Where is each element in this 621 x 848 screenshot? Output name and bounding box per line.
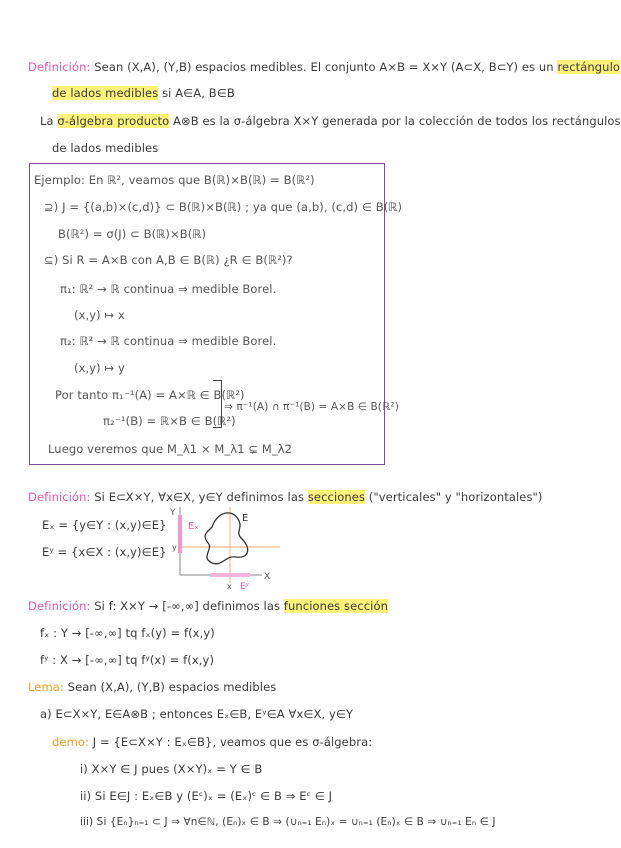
lema-line3: [52, 735, 372, 749]
def3-highlight: funciones sección: [283, 599, 388, 613]
def1-cond: si A∈A, B∈B: [162, 86, 235, 100]
def2-highlight: secciones: [307, 490, 366, 504]
lema-line4: i) X×Y ∈ J pues (X×Y)ₓ = Y ∈ B: [80, 762, 263, 776]
ey-section-bar: [210, 573, 250, 577]
def3-text: Si f: X×Y → [-∞,∞] definimos las: [94, 599, 281, 613]
def2-line1: [28, 490, 543, 504]
lema-line1: [28, 680, 276, 694]
def1-line3: [40, 114, 621, 128]
example-line2: ⊇) J = {(a,b)×(c,d)} ⊂ B(ℝ)×B(ℝ) ; ya que (a,b), (c,d) ∈ B(ℝ): [44, 200, 403, 214]
fig-x-point: x: [227, 582, 232, 591]
def1-line1: [28, 60, 620, 74]
fig-ex-label: Eₓ: [188, 521, 199, 532]
def1-line2: [52, 86, 235, 100]
def1-sigma-highlight: σ-álgebra producto: [57, 114, 170, 128]
fig-y-label: Y: [170, 508, 176, 518]
lema-line2: a) E⊂X×Y, E∈A⊗B ; entonces Eₓ∈B, Eʸ∈A ∀x∈X, y∈Y: [40, 707, 354, 721]
def1-line4: de lados medibles: [52, 141, 159, 155]
demo-label: demo:: [52, 735, 89, 749]
example-line7: π₂: ℝ² → ℝ continua ⇒ medible Borel.: [60, 334, 277, 348]
example-line8: (x,y) ↦ y: [74, 361, 125, 375]
example-line11: ⇒ π⁻¹(A) ∩ π⁻¹(B) = A×B ∈ B(ℝ²): [224, 401, 399, 413]
def3-line1: [28, 599, 388, 613]
lema-text: Sean (X,A), (Y,B) espacios medibles: [67, 680, 277, 694]
example-line6: (x,y) ↦ x: [74, 308, 125, 322]
example-line4: ⊆) Si R = A×B con A,B ∈ B(ℝ) ¿R ∈ B(ℝ²)?: [44, 253, 293, 267]
fig-x-label: X: [264, 572, 271, 582]
def3-fy: fʸ : X → [-∞,∞] tq fʸ(x) = f(x,y): [40, 653, 215, 667]
def1-highlight2: de lados medibles: [52, 86, 159, 100]
example-line1: Ejemplo: En ℝ², veamos que B(ℝ)×B(ℝ) = B(ℝ²): [34, 173, 315, 187]
lema-title: Lema:: [28, 680, 64, 694]
example-line9: Por tanto π₁⁻¹(A) = A×ℝ ∈ B(ℝ²): [55, 388, 245, 402]
def1-text: Sean (X,A), (Y,B) espacios medibles. El conjunto A×B = X×Y (A⊂X, B⊂Y) es un: [94, 60, 554, 74]
example-line5: π₁: ℝ² → ℝ continua ⇒ medible Borel.: [60, 282, 277, 296]
lema-line5: ii) Si E∈J : Eₓ∈B y (Eᶜ)ₓ = (Eₓ)ᶜ ∈ B ⇒ Eᶜ ∈ J: [80, 789, 333, 803]
ex-section-bar: [178, 515, 182, 553]
lema-line6: iii) Si {Eₙ}ₙ₌₁ ⊂ J ⇒ ∀n∈ℕ, (Eₙ)ₓ ∈ B ⇒ (∪ₙ₌₁ Eₙ)ₓ = ∪ₙ₌₁ (Eₙ)ₓ ∈ B ⇒ ∪ₙ₌₁ Eₙ ∈ J: [80, 816, 496, 828]
def1-highlight: rectángulo: [557, 60, 621, 74]
example-brace: [213, 380, 222, 428]
example-line3: B(ℝ²) = σ(J) ⊂ B(ℝ)×B(ℝ): [58, 227, 207, 241]
def1-la: La: [40, 114, 54, 128]
def2-ex: Eₓ = {y∈Y : (x,y)∈E}: [42, 518, 167, 532]
def2-title: Definición:: [28, 490, 91, 504]
example-line12: Luego veremos que M_λ1 × M_λ1 ⊊ M_λ2: [48, 442, 293, 456]
def2-ey: Eʸ = {x∈X : (x,y)∈E}: [42, 545, 167, 559]
def3-title: Definición:: [28, 599, 91, 613]
fig-e-label: E: [242, 513, 249, 524]
fig-ey-label: Eʸ: [240, 582, 250, 592]
def3-fx: fₓ : Y → [-∞,∞] tq fₓ(y) = f(x,y): [40, 626, 215, 640]
demo-text: J = {E⊂X×Y : Eₓ∈B}, veamos que es σ-álgebra:: [92, 735, 373, 749]
fig-y-point: y: [172, 543, 177, 552]
def1-sigma-text: A⊗B es la σ-álgebra X×Y generada por la colección de todos los rectángulos: [173, 114, 621, 128]
def2-paren: ("verticales" y "horizontales"): [368, 490, 543, 504]
example-line10: π₂⁻¹(B) = ℝ×B ∈ B(ℝ²): [103, 414, 236, 428]
def1-title: Definición:: [28, 60, 91, 74]
sections-figure: [170, 505, 290, 590]
def2-text: Si E⊂X×Y, ∀x∈X, y∈Y definimos las: [94, 490, 305, 504]
